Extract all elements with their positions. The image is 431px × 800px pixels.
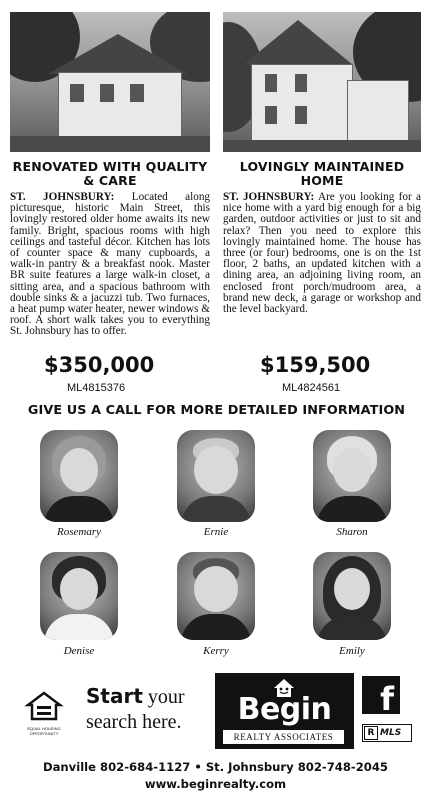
call-to-action: GIVE US A CALL FOR MORE DETAILED INFORMATION xyxy=(27,403,406,418)
equal-housing-house-icon xyxy=(22,691,66,721)
listing-2-ml-number: ML4824561 xyxy=(282,382,341,394)
facebook-glyph: f xyxy=(380,680,394,718)
agent-photo-sharon xyxy=(313,430,391,522)
house-photo-2 xyxy=(223,12,421,152)
house-photo-1 xyxy=(10,12,210,152)
listing-1-title: RENOVATED WITH QUALITY & CARE xyxy=(12,159,208,188)
agent-name-emily: Emily xyxy=(339,645,365,657)
equal-housing-text: EQUAL HOUSING OPPORTUNITY xyxy=(27,726,61,736)
tagline-line2: search here. xyxy=(86,711,182,733)
tagline-your: your xyxy=(142,686,185,708)
realtor-mls-badge xyxy=(362,724,412,742)
listing-1-description: ST. JOHNSBURY: Located along picturesque, historic Main Street, this lovingly restored older home awaits its new family. Bright, spacious rooms with high ceilings and tasteful décor. Kitchen has lots of counter space & many cupboards, a walk-in pantry & a breakfast nook. Master BR suite features a large walk-in closet, a sitting area, and a spacious bathroom with double sinks & a jacuzzi tub. Two furnaces, a heat pump water heater, newer windows & roof. A short walk takes you to everything St. Johnsbury has to offer. xyxy=(10,191,211,338)
footer-website[interactable]: www.beginrealty.com xyxy=(144,777,287,791)
tagline xyxy=(86,684,206,735)
footer-phones: Danville 802-684-1127 • St. Johnsbury 802-748-2045 xyxy=(42,760,389,774)
agent-name-kerry: Kerry xyxy=(203,645,229,657)
mls-label: MLS xyxy=(380,728,402,738)
agent-photo-denise xyxy=(40,552,118,640)
begin-realty-logo[interactable] xyxy=(215,673,354,749)
agent-name-rosemary: Rosemary xyxy=(57,526,101,538)
agent-name-ernie: Ernie xyxy=(203,526,229,538)
listing-2-price: $159,500 xyxy=(260,353,371,377)
realtor-icon: R xyxy=(364,726,378,740)
tagline-start: Start xyxy=(86,684,143,708)
agent-photo-rosemary xyxy=(40,430,118,522)
listing-1-price: $350,000 xyxy=(44,353,155,377)
listing-1-ml-number: ML4815376 xyxy=(67,382,126,394)
agent-photo-kerry xyxy=(177,552,255,640)
equal-housing-icon xyxy=(22,691,66,736)
agent-name-sharon: Sharon xyxy=(336,526,368,538)
listing-2-title: LOVINGLY MAINTAINED HOME xyxy=(239,159,405,188)
listing-2-description: ST. JOHNSBURY: Are you looking for a nice home with a yard big enough for a big garden, outdoor activities or just to sit and relax? Then you need to explore this lovingly maintained home. The house has three (or four) bedrooms, one is on the 1st floor, 2 baths, an updated kitchen with a dining area, an adjoining living room, an enclosed front porch/mudroom area, a brand new deck, a garage or workshop and the level backyard. xyxy=(223,191,422,316)
facebook-icon[interactable] xyxy=(362,676,400,718)
agent-photo-ernie xyxy=(177,430,255,522)
logo-subtitle: REALTY ASSOCIATES xyxy=(223,730,344,744)
agent-photo-emily xyxy=(313,552,391,640)
logo-word: Begin xyxy=(237,692,332,727)
agent-name-denise: Denise xyxy=(63,645,95,657)
